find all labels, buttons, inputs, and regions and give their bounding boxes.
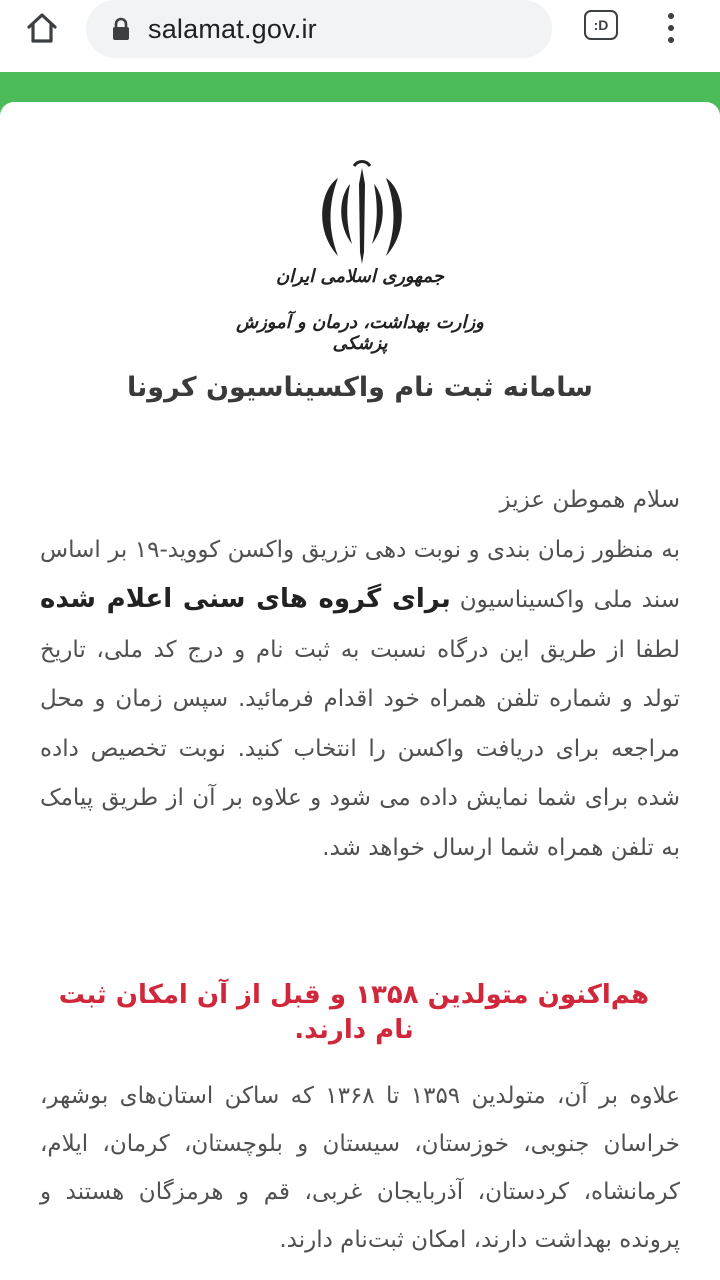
intro-paragraph-bold: برای گروه های سنی اعلام شده (40, 584, 451, 614)
emblem-caption-ministry: وزارت بهداشت، درمان و آموزش پزشکی (236, 312, 484, 354)
url-text: salamat.gov.ir (148, 13, 317, 44)
intro-text (40, 476, 680, 873)
greeting: سلام هموطن عزیز (499, 487, 680, 513)
home-icon (24, 10, 60, 46)
content-card (0, 102, 720, 1280)
home-button[interactable] (20, 6, 64, 50)
additional-eligibility-text: علاوه بر آن، متولدین ۱۳۵۹ تا ۱۳۶۸ که ساکن استان‌های بوشهر، خراسان جنوبی، خوزستان، سیستان و بلوچستان، کرمان، ایلام، کرمانشاه، کردستان، آذربایجان غربی، قم و هرمزگان هستند و پرونده بهداشت دارند، امکان ثبت‌نام دارند. (40, 1083, 681, 1253)
emblem-caption-republic: جمهوری اسلامی ایران (275, 266, 445, 287)
menu-dot-icon (668, 37, 674, 43)
intro-paragraph (40, 526, 680, 874)
tab-switcher-button[interactable]: :D (584, 10, 618, 40)
iran-emblem-icon (316, 160, 408, 272)
more-menu-button[interactable] (656, 6, 686, 50)
intro-paragraph-end: لطفا از طریق این درگاه نسبت به ثبت نام و درج کد ملی، تاریخ تولد و شماره تلفن همراه خود اقدام فرمائید. سپس زمان و محل مراجعه برای دریافت واکسن را انتخاب کنید. نوبت تخصیص داده شده برای شما نمایش داده می شود و علاوه بر آن از طریق پیامک به تلفن همراه شما ارسال خواهد شد. (40, 636, 680, 861)
menu-dot-icon (668, 13, 674, 19)
address-bar[interactable] (86, 0, 552, 58)
lock-icon (110, 16, 132, 42)
menu-dot-icon (668, 25, 674, 31)
browser-toolbar (0, 0, 720, 72)
eligibility-notice: هم‌اکنون متولدین ۱۳۵۸ و قبل از آن امکان ثبت نام دارند. (58, 980, 650, 1045)
intro-paragraph-start: به منظور زمان بندی و نوبت دهی تزریق واکسن کووید-۱۹ بر اساس سند ملی واکسیناسیون (40, 536, 680, 613)
page-title: سامانه ثبت نام واکسیناسیون کرونا (127, 372, 593, 403)
